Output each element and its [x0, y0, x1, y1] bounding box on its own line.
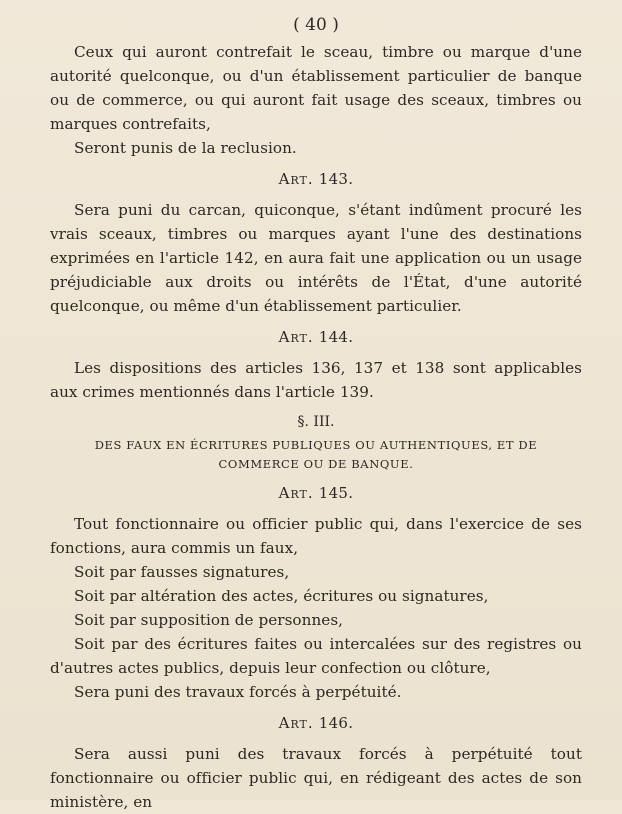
page-number: ( 40 ): [293, 15, 339, 35]
paragraph-fausses-signatures: Soit par fausses signatures,: [74, 563, 290, 581]
article-label: Art.: [278, 484, 314, 502]
article-heading-145: [50, 482, 582, 504]
paragraph-article-145-intro: Tout fonctionnaire ou officier public qui, dans l'exercice de ses fonctions, aura commis un faux,: [50, 515, 582, 557]
paragraph-alteration-actes: Soit par altération des actes, écritures ou signatures,: [74, 587, 489, 605]
section-title: DES FAUX EN ÉCRITURES PUBLIQUES OU AUTHENTIQUES, ET DE COMMERCE OU DE BANQUE.: [94, 438, 538, 471]
paragraph-travaux-forces: Sera puni des travaux forcés à perpétuité.: [74, 683, 402, 701]
article-number: 144.: [318, 328, 354, 346]
article-label: Art.: [278, 170, 314, 188]
paragraph-supposition-personnes: Soit par supposition de personnes,: [74, 611, 344, 629]
article-number: 145.: [318, 484, 354, 502]
article-label: Art.: [278, 714, 314, 732]
paragraph-article-146: Sera aussi puni des travaux forcés à perpétuité tout fonctionnaire ou officier public qui, en rédigeant des actes de son ministère, en: [50, 745, 582, 811]
article-heading-143: [50, 168, 582, 190]
article-number: 146.: [318, 714, 354, 732]
paragraph-contrefacon-sceaux: Ceux qui auront contrefait le sceau, timbre ou marque d'une autorité quelconque, ou d'un établissement particulier de banque ou de commerce, ou qui auront fait usage des sceaux, timbres ou marques contrefaits,: [50, 43, 582, 133]
article-heading-146: [50, 712, 582, 734]
paragraph-peine-reclusion: Seront punis de la reclusion.: [74, 139, 297, 157]
article-heading-144: [50, 326, 582, 348]
article-label: Art.: [278, 328, 314, 346]
article-number: 143.: [318, 170, 354, 188]
paragraph-ecritures-intercalees: Soit par des écritures faites ou intercalées sur des registres ou d'autres actes publics, depuis leur confection ou clôture,: [50, 635, 582, 677]
paragraph-article-143: Sera puni du carcan, quiconque, s'étant indûment procuré les vrais sceaux, timbres ou marques ayant l'une des destinations exprimées en l'article 142, en aura fait une application ou un usage préjudiciable aux droits ou intérêts de l'État, d'une autorité quelconque, ou même d'un établissement particulier.: [50, 201, 582, 315]
section-mark: §. III.: [297, 414, 335, 430]
paragraph-article-144: Les dispositions des articles 136, 137 et 138 sont applicables aux crimes mentionnés dans l'article 139.: [50, 359, 582, 401]
